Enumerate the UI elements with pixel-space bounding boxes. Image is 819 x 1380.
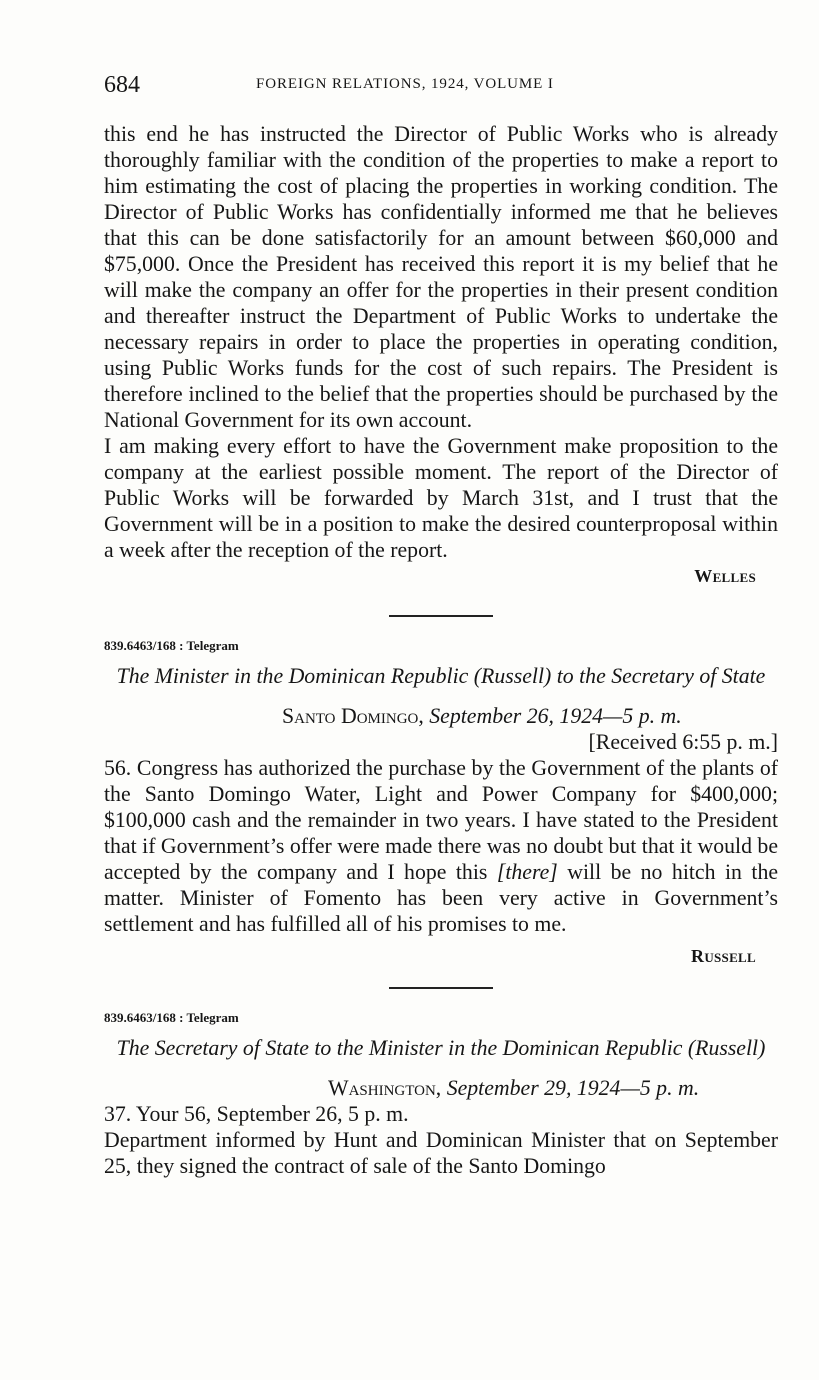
doc1-date: September 26, 1924—5 p. m. [429,704,682,728]
doc1-body-part-1: 56. Congress has authorized the purchase by the Government of the plants of the Santo Domingo Water, Light and Power Company for $400,000; $100,000 cash and the remainder in two years. I have stated to the President that if Government’s offer were made there was no doubt but that it would be accepted by the company and I hope this [104,756,778,884]
page-header [104,72,784,102]
page-body [104,121,778,1179]
paragraph-effort: I am making every effort to have the Government make proposition to the company at the earliest possible moment. The report of the Director of Public Works will be forwarded by March 31st, and I trust that the Government will be in a position to make the desired counterproposal within a week after the reception of the report. [104,434,778,562]
doc1-place: Santo Domingo, [282,704,424,728]
doc1-dateline [104,703,778,729]
doc2-place: Washington, [328,1076,442,1100]
doc1-body-part-2: will be no hitch in the matter. Minister of Fomento has been very active in Government’s settlement and has fulfilled all of his promises to me. [104,860,779,936]
running-title: FOREIGN RELATIONS, 1924, VOLUME I [256,76,554,92]
doc1-inserted-word: [there] [496,860,558,884]
doc1-body [104,755,778,937]
doc2-reference: 37. Your 56, September 26, 5 p. m. [104,1102,409,1126]
continuation-paragraph: this end he has instructed the Director of Public Works who is already thoroughly familiar with the condition of the properties to make a report to him estimating the cost of placing the properties in working condition. The Director of Public Works has confidentially informed me that he believes that this can be done satisfactorily for an amount between $60,000 and $75,000. Once the President has received this report it is my belief that he will make the company an offer for the properties in their present condition and thereafter instruct the Department of Public Works to undertake the necessary repairs in order to place the properties in operating condition, using Public Works funds for the cost of such repairs. The President is therefore inclined to the belief that the properties should be purchased by the National Government for its own account. [104,122,778,432]
doc2-date: September 29, 1924—5 p. m. [446,1076,700,1100]
file-number-doc1: 839.6463/168 : Telegram [104,638,239,653]
doc1-title: The Minister in the Dominican Republic (Russell) to the Secretary of State [116,664,766,688]
page-number: 684 [104,72,140,98]
signature-russell: Russell [691,946,756,966]
doc2-title: The Secretary of State to the Minister in the Dominican Republic (Russell) [116,1036,766,1060]
doc2-dateline [104,1075,778,1101]
doc2-body: Department informed by Hunt and Dominican Minister that on September 25, they signed the contract of sale of the Santo Domingo [104,1128,778,1178]
signature-welles: Welles [694,566,756,586]
file-number-doc2: 839.6463/168 : Telegram [104,1010,239,1025]
doc1-received: [Received 6:55 p. m.] [588,730,778,754]
